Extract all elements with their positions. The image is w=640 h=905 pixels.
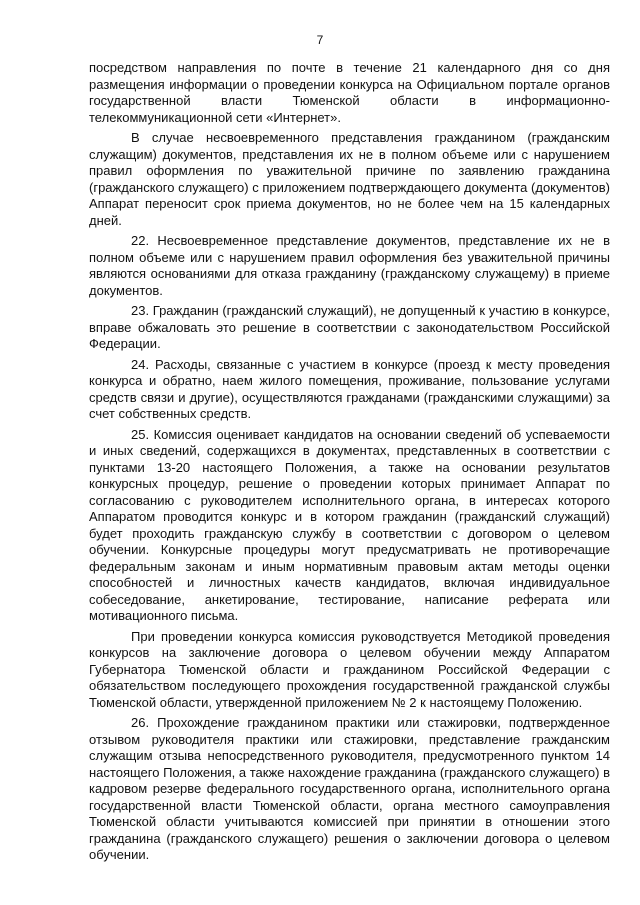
document-body bbox=[89, 60, 610, 868]
paragraph-23: 23. Гражданин (гражданский служащий), не допущенный к участию в конкурсе, вправе обжаловать это решение в соответствии с законодательством Российской Федерации. bbox=[89, 303, 610, 351]
paragraph-continuation: посредством направления по почте в течение 21 календарного дня со дня размещения информации о проведении конкурса на Официальном портале органов государственной власти Тюменской области в информационно-телекоммуникационной сети «Интернет». bbox=[89, 60, 610, 125]
paragraph-25: 25. Комиссия оценивает кандидатов на основании сведений об успеваемости и иных сведений, содержащихся в документах, представленных в соответствии с пунктами 13-20 настоящего Положения, а также на основании результатов конкурсных процедур, решение о проведении которых принимает Аппарат по согласованию с руководителем исполнительного органа, в интересах которого Аппаратом проводится конкурс и в котором гражданин (гражданский служащий) будет проходить гражданскую службу в соответствии с договором о целевом обучении. Конкурсные процедуры могут предусматривать не противоречащие федеральным законам и иным нормативным правовым актам методы оценки способностей и личностных качеств кандидатов, включая индивидуальное собеседование, анкетирование, тестирование, написание реферата или мотивационного письма. bbox=[89, 426, 610, 623]
paragraph-22: 22. Несвоевременное представление документов, представление их не в полном объеме или с нарушением правил оформления без уважительной причины являются основаниями для отказа гражданину (гражданскому служащему) в приеме документов. bbox=[89, 233, 610, 298]
page-number: 7 bbox=[316, 33, 324, 47]
paragraph-24: 24. Расходы, связанные с участием в конкурсе (проезд к месту проведения конкурса и обратно, наем жилого помещения, проживание, пользование услугами средств связи и другие), осуществляются гражданами (гражданскими служащими) за счет собственных средств. bbox=[89, 356, 610, 421]
paragraph-26: 26. Прохождение гражданином практики или стажировки, подтвержденное отзывом руководителя практики или стажировки, представление гражданским служащим отзыва непосредственного руководителя, предусмотренного пунктом 14 настоящего Положения, а также нахождение гражданина (гражданского служащего) в кадровом резерве федерального государственного органа, исполнительного органа государственной власти Тюменской области, органа местного самоуправления Тюменской области учитываются комиссией при принятии в отношении этого гражданина (гражданского служащего) решения о заключении договора о целевом обучении. bbox=[89, 715, 610, 862]
paragraph-methodology: При проведении конкурса комиссия руководствуется Методикой проведения конкурсов на заключение договора о целевом обучении между Аппаратом Губернатора Тюменской области и гражданином Российской Федерации с обязательством последующего прохождения государственной гражданской службы Тюменской области, утвержденной приложением № 2 к настоящему Положению. bbox=[89, 628, 610, 710]
paragraph-late-submission: В случае несвоевременного представления гражданином (гражданским служащим) документов, представления их не в полном объеме или с нарушением правил оформления по уважительной причине по заявлению гражданина (гражданского служащего) с приложением подтверждающего документа (документов) Аппарат переносит срок приема документов, но не более чем на 15 календарных дней. bbox=[89, 130, 610, 228]
